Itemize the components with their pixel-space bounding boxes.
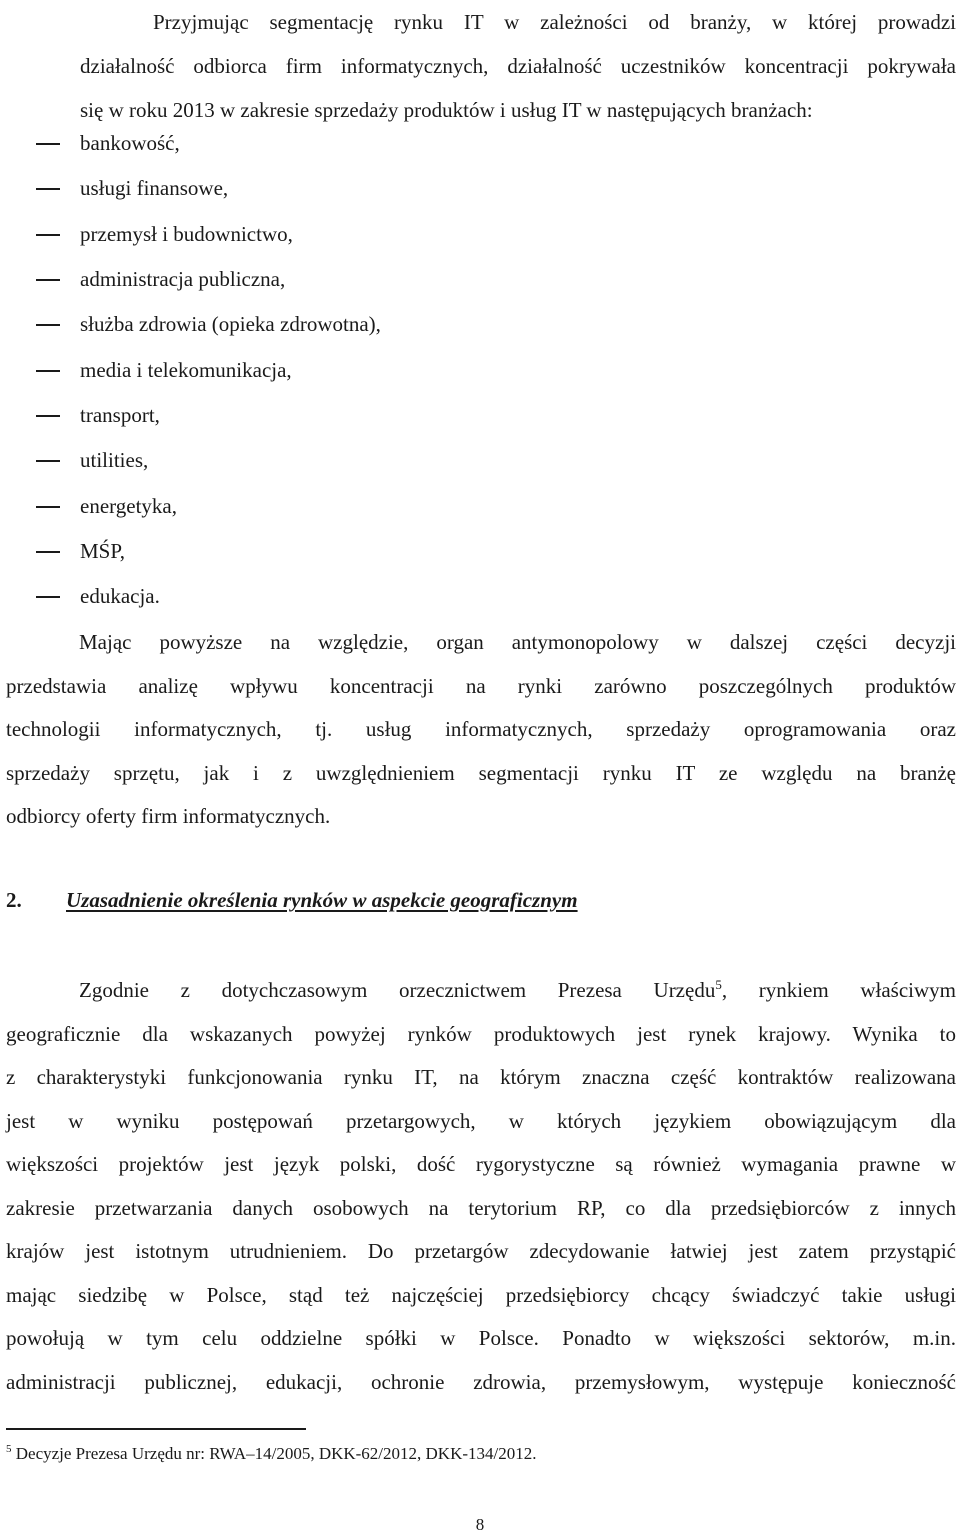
geography-line: administracji publicznej, edukacji, ochronie zdrowia, przemysłowym, występuje konieczność (6, 1369, 956, 1394)
dash-bullet-icon (36, 415, 60, 417)
dash-bullet-icon (36, 143, 60, 145)
analysis-line: Mając powyższe na względzie, organ antymonopolowy w dalszej części decyzji (79, 630, 956, 654)
geography-line: powołują w tym celu oddzielne spółki w Polsce. Ponadto w większości sektorów, m.in. (6, 1326, 956, 1350)
geography-line: krajów jest istotnym utrudnieniem. Do przetargów zdecydowanie łatwiej jest zatem przystąpić (6, 1239, 956, 1263)
geography-line-end: , rynkiem właściwym (721, 978, 956, 1002)
footnote-number: 5 (6, 1443, 12, 1455)
dash-bullet-icon (36, 460, 60, 462)
section-title: Uzasadnienie określenia rynków w aspekcie geograficznym (66, 888, 578, 912)
section-number: 2. (6, 888, 22, 912)
dash-bullet-icon (36, 596, 60, 598)
dash-bullet-icon (36, 370, 60, 372)
list-item-text: edukacja. (80, 584, 160, 608)
analysis-line: odbiorcy oferty firm informatycznych. (6, 804, 331, 828)
list-item-text: transport, (80, 403, 160, 427)
geography-line: z charakterystyki funkcjonowania rynku IT, na którym znaczna część kontraktów realizowana (6, 1065, 956, 1089)
dash-bullet-icon (36, 506, 60, 508)
intro-line: działalność odbiorca firm informatycznych, działalność uczestników koncentracji pokrywała (80, 54, 956, 78)
list-item-text: utilities, (80, 448, 149, 472)
geography-line: większości projektów jest język polski, dość rygorystyczne są również wymagania prawne w (6, 1152, 956, 1176)
list-item-text: usługi finansowe, (80, 176, 229, 200)
footnote (6, 1440, 537, 1468)
page-number: 8 (475, 1515, 485, 1534)
analysis-line: sprzedaży sprzętu, jak i z uwzględnieniem segmentacji rynku IT ze względu na branżę (6, 760, 956, 785)
geography-line: zakresie przetwarzania danych osobowych na terytorium RP, co dla przedsiębiorców z innych (6, 1195, 956, 1220)
list-item-text: energetyka, (80, 494, 177, 518)
dash-bullet-icon (36, 279, 60, 281)
dash-bullet-icon (36, 551, 60, 553)
list-item-text: media i telekomunikacja, (80, 358, 292, 382)
analysis-paragraph (6, 621, 956, 839)
section-heading (6, 884, 578, 916)
dash-bullet-icon (36, 324, 60, 326)
geography-line: geograficznie dla wskazanych powyżej rynków produktowych jest rynek krajowy. Wynika to (6, 1021, 956, 1046)
intro-line: się w roku 2013 w zakresie sprzedaży produktów i usług IT w następujących branżach: (80, 98, 813, 122)
footnote-reference: 5 (715, 977, 722, 992)
list-item-text: MŚP, (80, 539, 125, 563)
list-item-text: służba zdrowia (opieka zdrowotna), (80, 312, 381, 336)
list-item-text: administracja publiczna, (80, 267, 286, 291)
dash-bullet-icon (36, 188, 60, 190)
geography-line-start: Zgodnie z dotychczasowym orzecznictwem Prezesa Urzędu (79, 978, 716, 1002)
intro-line: Przyjmując segmentację rynku IT w zależności od branży, w której prowadzi (153, 10, 956, 34)
analysis-line: przedstawia analizę wpływu koncentracji na rynki zarówno poszczególnych produktów (6, 673, 956, 698)
intro-paragraph (6, 0, 956, 132)
geography-line: mając siedzibę w Polsce, stąd też najczęściej przedsiębiorcy chcący świadczyć takie usługi (6, 1282, 956, 1307)
geography-line: jest w wyniku postępowań przetargowych, w których językiem obowiązującym dla (6, 1108, 956, 1133)
footnote-text: Decyzje Prezesa Urzędu nr: RWA–14/2005, DKK-62/2012, DKK-134/2012. (15, 1444, 537, 1463)
analysis-line: technologii informatycznych, tj. usług informatycznych, sprzedaży oprogramowania oraz (6, 717, 956, 741)
list-item-text: przemysł i budownictwo, (80, 222, 293, 246)
dash-bullet-icon (36, 234, 60, 236)
list-item-text: bankowość, (80, 131, 180, 155)
footnote-separator (6, 1428, 306, 1430)
geography-line (6, 969, 956, 1013)
geography-paragraph (6, 969, 956, 1404)
